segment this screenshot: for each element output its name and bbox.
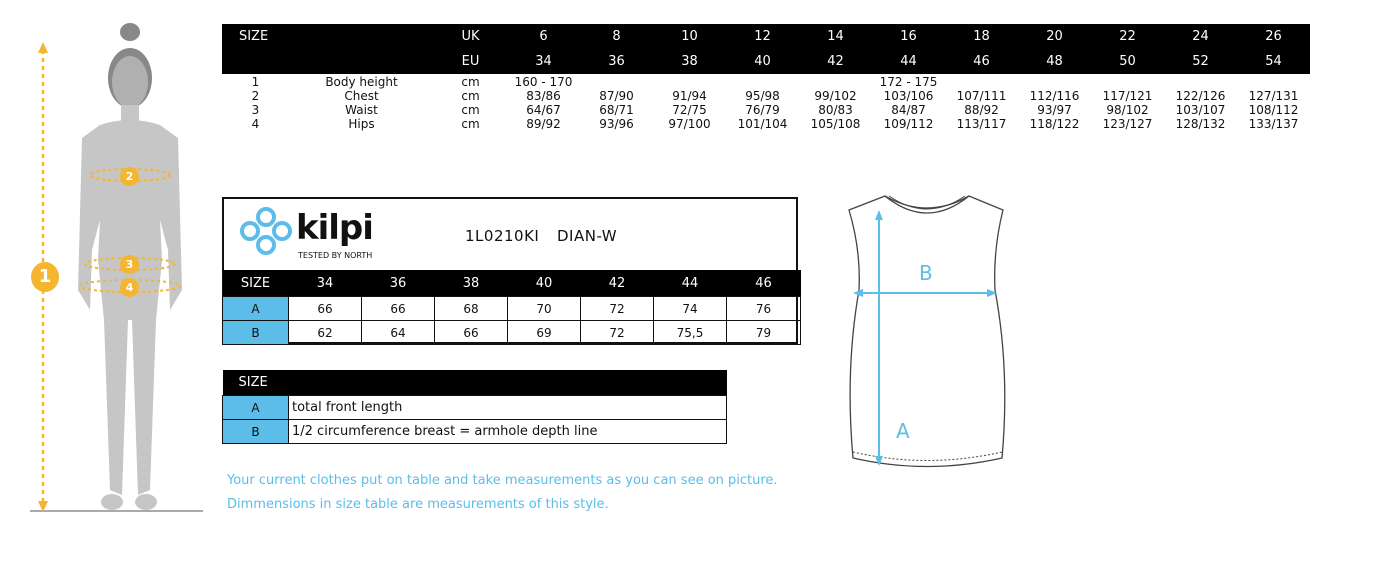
size-cell: 99/102 [814, 89, 857, 103]
size-table-body [222, 75, 1310, 131]
size-cell: 107/111 [956, 89, 1007, 103]
style-cell: 76 [727, 297, 801, 321]
size-cell: 108/112 [1248, 103, 1299, 117]
size-cell: 112/116 [1029, 89, 1080, 103]
garment-label-a: A [896, 419, 910, 443]
size-row-number: 3 [251, 103, 260, 117]
size-cell: 117/121 [1102, 89, 1153, 103]
size-cell: 109/112 [883, 117, 934, 131]
style-cell: 74 [654, 297, 727, 321]
style-cell: 72 [581, 321, 654, 345]
product-name: DIAN-W [557, 227, 618, 245]
marker-2-icon: 2 [120, 167, 139, 186]
size-cell [580, 75, 653, 89]
size-cell: 105/108 [810, 117, 861, 131]
size-row-label: Hips [348, 117, 375, 131]
style-row [223, 321, 801, 345]
size-cell: 80/83 [818, 103, 853, 117]
marker-3-icon: 3 [120, 255, 139, 274]
style-cell: 72 [581, 297, 654, 321]
size-cell: 103/107 [1175, 103, 1226, 117]
size-cell: 89/92 [526, 117, 561, 131]
size-cell: 133/137 [1248, 117, 1299, 131]
size-cell: 127/131 [1248, 89, 1299, 103]
size-cell [1091, 75, 1164, 89]
size-row-number: 1 [251, 75, 260, 89]
size-cell: 103/106 [883, 89, 934, 103]
style-table-header: SIZE 34 36 38 40 42 44 46 [223, 270, 801, 297]
note-dimensions: Dimmensions in size table are measurements of this style. [227, 497, 609, 512]
size-cell: 97/100 [668, 117, 711, 131]
size-row-unit: cm [461, 75, 480, 89]
size-cell: 88/92 [964, 103, 999, 117]
size-cell: 93/96 [599, 117, 634, 131]
style-cell: 68 [435, 297, 508, 321]
size-row-number: 4 [251, 117, 260, 131]
size-cell [799, 75, 872, 89]
style-cell: 66 [435, 321, 508, 345]
brand-name: kilpi [296, 208, 373, 248]
kilpi-logo-icon [238, 205, 294, 257]
size-row-number: 2 [251, 89, 260, 103]
size-table [222, 24, 1310, 74]
size-cell: 76/79 [745, 103, 780, 117]
style-cell: 66 [362, 297, 435, 321]
size-cell: 72/75 [672, 103, 707, 117]
size-cell: 83/86 [526, 89, 561, 103]
style-row-label: B [223, 321, 289, 345]
size-cell: 123/127 [1102, 117, 1153, 131]
size-row-unit: cm [461, 117, 480, 131]
size-cell: 118/122 [1029, 117, 1080, 131]
size-row [222, 75, 1310, 89]
size-row-unit: cm [461, 103, 480, 117]
size-cell: 98/102 [1106, 103, 1149, 117]
style-size-table [222, 270, 801, 345]
product-code: 1L0210KI [465, 227, 540, 245]
size-cell: 87/90 [599, 89, 634, 103]
garment-label-b: B [919, 261, 933, 285]
size-cell [1018, 75, 1091, 89]
marker-4-icon: 4 [120, 278, 139, 297]
legend-table [222, 370, 727, 444]
size-row [222, 103, 1310, 117]
style-row-label: A [223, 297, 289, 321]
size-cell: 122/126 [1175, 89, 1226, 103]
size-row [222, 89, 1310, 103]
size-cell: 68/71 [599, 103, 634, 117]
size-cell: 64/67 [526, 103, 561, 117]
size-header-label: SIZE [222, 24, 289, 49]
size-cell: 128/132 [1175, 117, 1226, 131]
legend-header: SIZE [223, 370, 727, 396]
style-cell: 70 [508, 297, 581, 321]
size-row [222, 117, 1310, 131]
size-cell: 101/104 [737, 117, 788, 131]
style-cell: 79 [727, 321, 801, 345]
size-row-label: Chest [344, 89, 379, 103]
legend-row: B 1/2 circumference breast = armhole depth line [223, 420, 727, 444]
legend-row: A total front length [223, 396, 727, 420]
size-cell [653, 75, 726, 89]
size-cell: 113/117 [956, 117, 1007, 131]
style-cell: 75,5 [654, 321, 727, 345]
note-measure: Your current clothes put on table and take measurements as you can see on picture. [227, 473, 778, 488]
style-cell: 69 [508, 321, 581, 345]
size-table-header-eu: EU 34 36 38 40 42 44 46 48 50 52 54 [222, 49, 1310, 74]
style-row [223, 297, 801, 321]
size-cell: 160 - 170 [514, 75, 573, 89]
style-cell: 62 [289, 321, 362, 345]
size-cell: 84/87 [891, 103, 926, 117]
size-cell [1237, 75, 1310, 89]
size-cell: 95/98 [745, 89, 780, 103]
style-cell: 66 [289, 297, 362, 321]
style-cell: 64 [362, 321, 435, 345]
size-cell [1164, 75, 1237, 89]
size-cell [726, 75, 799, 89]
brand-tagline: TESTED BY NORTH [298, 251, 373, 260]
marker-1-icon: 1 [31, 262, 59, 292]
size-row-label: Body height [325, 75, 398, 89]
size-table-header-uk: SIZE UK 6 8 10 12 14 16 18 20 22 24 26 [222, 24, 1310, 49]
size-row-label: Waist [345, 103, 378, 117]
size-cell: 172 - 175 [879, 75, 938, 89]
size-cell: 91/94 [672, 89, 707, 103]
size-cell [945, 75, 1018, 89]
garment-figure [845, 190, 1010, 475]
size-row-unit: cm [461, 89, 480, 103]
size-cell: 93/97 [1037, 103, 1072, 117]
